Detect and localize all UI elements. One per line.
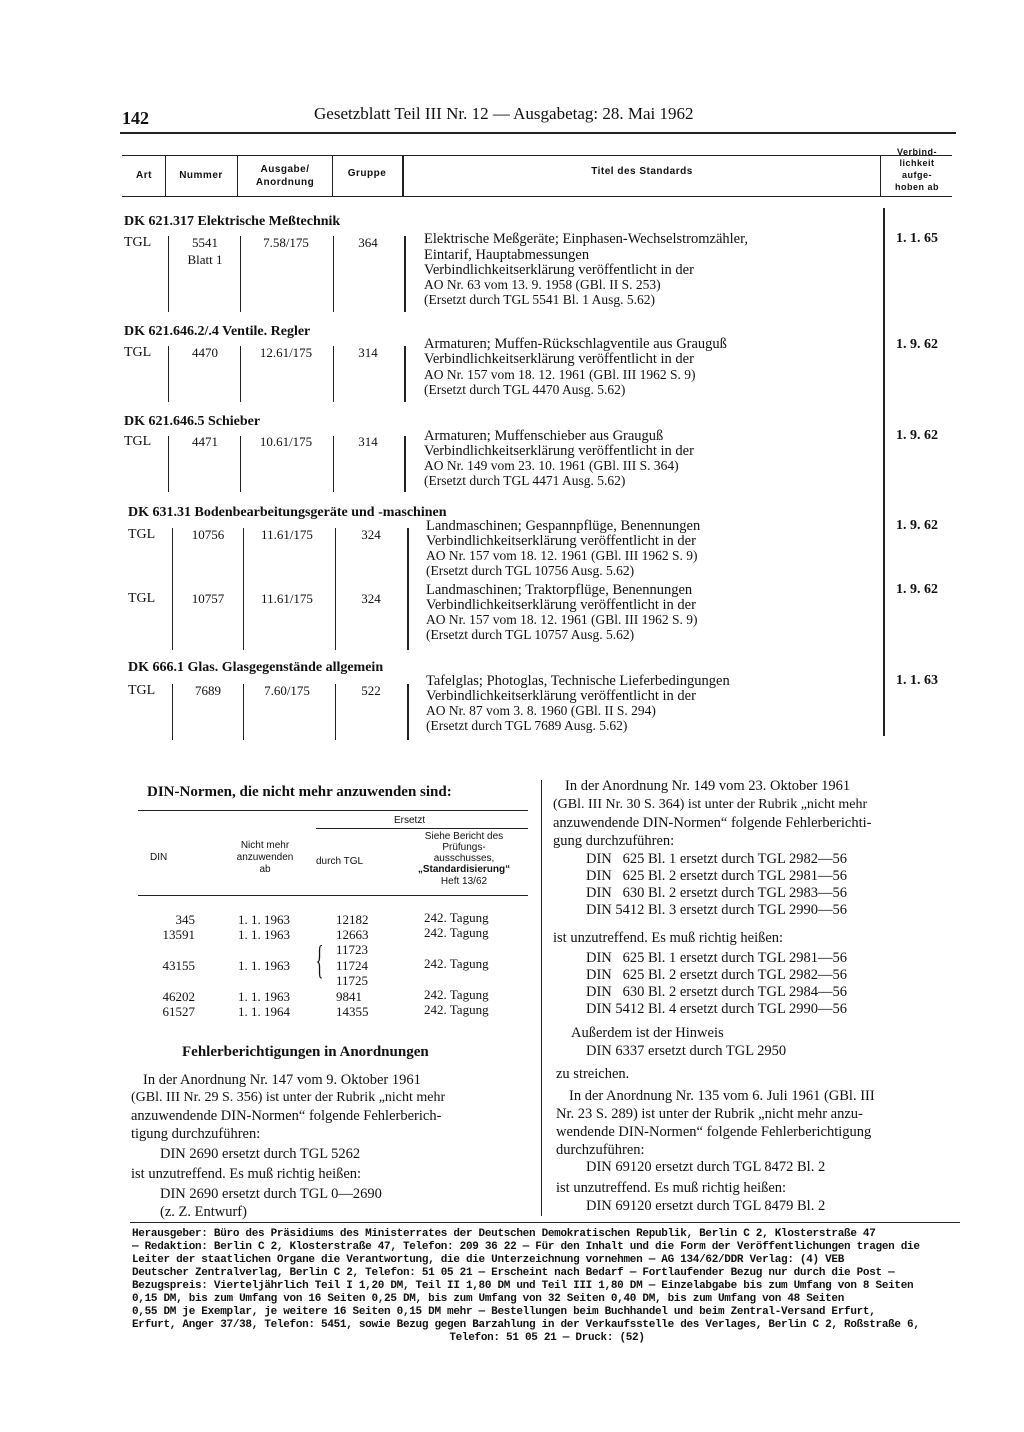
cell-gruppe: 314 — [358, 434, 378, 449]
row-divider — [407, 684, 409, 740]
list-item: DIN 5412 Bl. 4 ersetzt durch TGL 2990—56 — [586, 1001, 847, 1017]
title-line: AO Nr. 63 vom 13. 9. 1958 (GBl. II S. 253) — [424, 277, 661, 292]
cell-art: TGL — [124, 235, 152, 250]
section-heading: DK 631.31 Bodenbearbeitungsgeräte und -maschinen — [128, 505, 447, 520]
din-cell: 11725 — [336, 973, 369, 988]
din-cell: 242. Tagung — [424, 956, 489, 971]
paragraph-line: (GBl. III Nr. 29 S. 356) ist unter der Rubrik „nicht mehr — [131, 1090, 446, 1105]
paragraph-line: DIN 69120 ersetzt durch TGL 8479 Bl. 2 — [586, 1198, 826, 1214]
imprint-line: Herausgeber: Büro des Präsidiums des Ministerrates der Deutschen Demokratischen Republik, Berlin C 2, Klosterstraße 47 — [132, 1228, 876, 1240]
imprint-line: Erfurt, Anger 37/38, Telefon: 5451, sowie Bezug gegen Barzahlung in der Verkaufsstelle des Verlages, Berlin C 2, Roßstraße 6, — [132, 1319, 920, 1331]
list-item: DIN 630 Bl. 2 ersetzt durch TGL 2983—56 — [586, 885, 847, 901]
row-divider — [243, 528, 244, 650]
paragraph-line: durchzuführen: — [556, 1142, 645, 1158]
din-col-durch: durch TGL — [316, 856, 364, 867]
title-line: (Ersetzt durch TGL 10757 Ausg. 5.62) — [426, 627, 635, 642]
cell-nummer-blatt: Blatt 1 — [187, 252, 223, 267]
din-col-siehe: Siehe Bericht des — [424, 831, 504, 842]
paragraph-line: tigung durchzuführen: — [131, 1126, 261, 1142]
page-number: 142 — [122, 108, 149, 128]
paragraph-line: DIN 2690 ersetzt durch TGL 0—2690 — [160, 1186, 382, 1202]
paragraph-line: ist unzutreffend. Es muß richtig heißen: — [131, 1166, 362, 1182]
list-item: DIN 625 Bl. 1 ersetzt durch TGL 2981—56 — [586, 950, 847, 966]
table-header-top-rule — [122, 155, 952, 156]
row-divider — [240, 346, 241, 402]
cell-nummer: 5541 — [192, 235, 218, 250]
paragraph-line: In der Anordnung Nr. 135 vom 6. Juli 1961 (GBl. III — [569, 1088, 875, 1104]
paragraph-line: anzuwendende DIN-Normen“ folgende Fehlerberichti- — [553, 815, 872, 831]
title-line: Verbindlichkeitserklärung veröffentlicht in der — [426, 688, 696, 704]
cell-nummer: 4471 — [192, 434, 218, 449]
row-divider — [240, 436, 241, 492]
list-item: DIN 625 Bl. 1 ersetzt durch TGL 2982—56 — [586, 851, 847, 867]
paragraph-line: In der Anordnung Nr. 147 vom 9. Oktober 1961 — [143, 1072, 421, 1088]
title-line: AO Nr. 157 vom 18. 12. 1961 (GBl. III 1962 S. 9) — [426, 612, 698, 627]
paragraph-line: DIN 6337 ersetzt durch TGL 2950 — [586, 1043, 787, 1059]
col-header-art: Art — [136, 170, 152, 181]
paragraph-line: ist unzutreffend. Es muß richtig heißen: — [556, 1180, 787, 1196]
title-line: (Ersetzt durch TGL 10756 Ausg. 5.62) — [426, 563, 635, 578]
title-line: (Ersetzt durch TGL 5541 Bl. 1 Ausg. 5.62) — [424, 292, 655, 307]
paragraph-line: DIN 69120 ersetzt durch TGL 8472 Bl. 2 — [586, 1159, 826, 1175]
col-header-verb: Verbind- — [896, 147, 937, 157]
title-line: Eintarif, Hauptabmessungen — [424, 247, 590, 263]
row-divider — [168, 436, 169, 492]
section-heading: DK 621.646.2/.4 Ventile. Regler — [124, 324, 311, 339]
row-divider — [333, 236, 334, 312]
din-heading: DIN-Normen, die nicht mehr anzuwenden sind: — [147, 784, 452, 800]
imprint-line: 0,55 DM je Exemplar, je weitere 16 Seiten 0,15 DM mehr — Bestellungen beim Buchhandel und beim Zentral-Versand Erfurt, — [132, 1306, 876, 1318]
din-col-siehe: Prüfungs- — [442, 842, 486, 853]
cell-aufgehoben: 1. 1. 65 — [896, 231, 938, 246]
list-item: DIN 625 Bl. 2 ersetzt durch TGL 2982—56 — [586, 967, 847, 983]
din-cell: 9841 — [336, 989, 362, 1004]
title-line: Armaturen; Muffen-Rückschlagventile aus Grauguß — [424, 336, 727, 352]
section-heading: DK 621.646.5 Schieber — [124, 414, 261, 429]
header-rule — [120, 132, 956, 134]
title-line: Verbindlichkeitserklärung veröffentlicht in der — [426, 597, 696, 613]
title-line: Armaturen; Muffenschieber aus Grauguß — [424, 428, 664, 444]
din-rule — [138, 810, 528, 811]
din-cell: 11724 — [336, 958, 369, 973]
row-divider — [168, 236, 169, 312]
title-line: Verbindlichkeitserklärung veröffentlicht in der — [424, 262, 694, 278]
din-cell: 242. Tagung — [424, 1002, 489, 1017]
din-cell: 1. 1. 1963 — [238, 927, 290, 942]
list-item: DIN 625 Bl. 2 ersetzt durch TGL 2981—56 — [586, 868, 847, 884]
din-col-ersetzt: Ersetzt — [394, 815, 426, 826]
paragraph-line: (GBl. III Nr. 30 S. 364) ist unter der Rubrik „nicht mehr — [553, 797, 868, 812]
col-header-verb: aufge- — [902, 170, 932, 180]
din-cell: 46202 — [162, 989, 195, 1004]
paragraph-line: (z. Z. Entwurf) — [160, 1204, 247, 1220]
cell-gruppe: 314 — [358, 345, 378, 360]
din-cell: 1. 1. 1963 — [238, 989, 290, 1004]
col-divider — [237, 155, 238, 196]
cell-ausgabe: 12.61/175 — [259, 345, 313, 360]
title-line: (Ersetzt durch TGL 7689 Ausg. 5.62) — [426, 718, 628, 733]
title-line: AO Nr. 87 vom 3. 8. 1960 (GBl. II S. 294) — [426, 703, 656, 718]
din-cell: 14355 — [336, 1004, 369, 1019]
table-right-rule — [883, 208, 885, 736]
din-col-siehe: Heft 13/62 — [440, 876, 488, 887]
title-line: AO Nr. 157 vom 18. 12. 1961 (GBl. III 1962 S. 9) — [424, 367, 696, 382]
title-line: (Ersetzt durch TGL 4470 Ausg. 5.62) — [424, 382, 626, 397]
title-line: AO Nr. 149 vom 23. 10. 1961 (GBl. III S. 364) — [424, 458, 679, 473]
cell-aufgehoben: 1. 9. 62 — [896, 518, 938, 533]
din-subrule — [316, 828, 528, 829]
row-divider — [333, 436, 334, 492]
din-cell: 43155 — [162, 958, 195, 973]
din-cell: 242. Tagung — [424, 987, 489, 1002]
cell-gruppe: 324 — [361, 591, 381, 606]
din-cell: 242. Tagung — [424, 910, 489, 925]
col-header-titel: Titel des Standards — [591, 166, 693, 177]
paragraph-line: zu streichen. — [556, 1066, 630, 1082]
cell-gruppe: 522 — [361, 683, 381, 698]
list-item: DIN 630 Bl. 2 ersetzt durch TGL 2984—56 — [586, 984, 847, 1000]
row-divider — [404, 436, 406, 492]
imprint-line: Telefon: 51 05 21 — Druck: (52) — [449, 1332, 645, 1344]
col-header-ausgabe: Ausgabe/ — [260, 164, 310, 175]
col-header-anordnung: Anordnung — [255, 177, 315, 188]
din-cell: 345 — [175, 912, 195, 927]
cell-aufgehoben: 1. 9. 62 — [896, 337, 938, 352]
paragraph-line: Nr. 23 S. 289) ist unter der Rubrik „nicht mehr anzu- — [556, 1106, 863, 1122]
din-cell: 12182 — [336, 912, 369, 927]
cell-nummer: 10757 — [191, 591, 225, 606]
din-col-siehe: „Standardisierung“ — [417, 864, 511, 875]
cell-ausgabe: 11.61/175 — [261, 527, 313, 542]
imprint-line: — Redaktion: Berlin C 2, Klosterstraße 47, Telefon: 209 36 22 — Für den Inhalt und die Form der Veröffentlichungen tragen die — [132, 1241, 920, 1253]
row-divider — [335, 684, 336, 740]
title-line: AO Nr. 157 vom 18. 12. 1961 (GBl. III 1962 S. 9) — [426, 548, 698, 563]
brace-icon: { — [315, 937, 324, 982]
cell-ausgabe: 10.61/175 — [259, 434, 313, 449]
title-line: Verbindlichkeitserklärung veröffentlicht in der — [426, 533, 696, 549]
row-divider — [335, 528, 336, 650]
row-divider — [404, 346, 406, 402]
cell-art: TGL — [128, 527, 156, 542]
din-cell: 61527 — [162, 1004, 195, 1019]
title-line: Tafelglas; Photoglas, Technische Lieferbedingungen — [426, 673, 730, 689]
column-separator — [541, 780, 542, 1216]
title-line: Verbindlichkeitserklärung veröffentlicht in der — [424, 351, 694, 367]
page-title: Gesetzblatt Teil III Nr. 12 — Ausgabetag: 28. Mai 1962 — [314, 104, 694, 123]
din-cell: 11723 — [336, 942, 369, 957]
din-cell: 13591 — [162, 927, 195, 942]
cell-nummer: 4470 — [192, 345, 218, 360]
paragraph-line: DIN 2690 ersetzt durch TGL 5262 — [160, 1146, 361, 1162]
din-col-din: DIN — [150, 852, 168, 863]
col-header-gruppe: Gruppe — [347, 168, 387, 179]
cell-ausgabe: 7.58/175 — [263, 235, 309, 250]
din-col-nicht: Nicht mehr — [240, 840, 290, 851]
paragraph-line: Außerdem ist der Hinweis — [571, 1025, 724, 1041]
list-item: DIN 5412 Bl. 3 ersetzt durch TGL 2990—56 — [586, 902, 847, 918]
row-divider — [172, 528, 173, 650]
din-cell: 1. 1. 1964 — [238, 1004, 290, 1019]
title-line: Landmaschinen; Traktorpflüge, Benennungen — [426, 582, 693, 598]
title-line: Landmaschinen; Gespannpflüge, Benennungen — [426, 518, 701, 534]
din-cell: 242. Tagung — [424, 925, 489, 940]
imprint-line: 0,15 DM, bis zum Umfang von 16 Seiten 0,25 DM, bis zum Umfang von 32 Seiten 0,40 DM, bis zum Umfang von 48 Seiten — [132, 1293, 845, 1305]
cell-aufgehoben: 1. 9. 62 — [896, 428, 938, 443]
col-header-verb: lichkeit — [899, 158, 935, 168]
imprint-line: Bezugspreis: Vierteljährlich Teil I 1,20 DM, Teil II 1,80 DM und Teil III 1,80 DM — Einzelabgabe bis zum Umfang von 8 Seiten — [132, 1280, 914, 1292]
imprint-line: Leiter der staatlichen Organe die Verantwortung, die die Unterzeichnung vornehmen — AG 134/62/DDR Verlag: (4) VEB — [132, 1254, 845, 1266]
paragraph-line: In der Anordnung Nr. 149 vom 23. Oktober 1961 — [565, 778, 851, 794]
section-heading: DK 666.1 Glas. Glasgegenstände allgemein — [128, 660, 384, 675]
din-col-nicht: anzuwenden — [236, 852, 294, 863]
cell-aufgehoben: 1. 9. 62 — [896, 582, 938, 597]
cell-art: TGL — [124, 434, 152, 449]
cell-art: TGL — [128, 591, 156, 606]
paragraph-line: anzuwendende DIN-Normen“ folgende Fehlerberich- — [131, 1108, 442, 1124]
cell-gruppe: 364 — [358, 235, 378, 250]
din-col-siehe: ausschusses, — [433, 853, 495, 864]
corrections-heading: Fehlerberichtigungen in Anordnungen — [182, 1044, 429, 1060]
din-col-nicht: ab — [259, 864, 271, 875]
table-header-bottom-rule — [122, 196, 952, 197]
row-divider — [407, 528, 409, 650]
din-cell: 12663 — [336, 927, 369, 942]
footer-rule — [130, 1222, 960, 1223]
row-divider — [240, 236, 241, 312]
title-line: (Ersetzt durch TGL 4471 Ausg. 5.62) — [424, 473, 626, 488]
cell-ausgabe: 7.60/175 — [264, 683, 310, 698]
row-divider — [404, 236, 406, 312]
section-heading: DK 621.317 Elektrische Meßtechnik — [124, 214, 341, 229]
cell-aufgehoben: 1. 1. 63 — [896, 673, 938, 688]
paragraph-line: wendende DIN-Normen“ folgende Fehlerberichtigung — [556, 1124, 872, 1140]
cell-nummer: 10756 — [191, 527, 225, 542]
paragraph-line: ist unzutreffend. Es muß richtig heißen: — [553, 930, 784, 946]
col-header-verb: hoben ab — [895, 182, 939, 192]
row-divider — [333, 346, 334, 402]
din-header-rule — [138, 895, 528, 896]
imprint-line: Deutscher Zentralverlag, Berlin C 2, Telefon: 51 05 21 — Erscheint nach Bedarf — Fortlaufender Bezug nur durch die Post — — [132, 1267, 895, 1279]
cell-gruppe: 324 — [361, 527, 381, 542]
cell-art: TGL — [128, 683, 156, 698]
row-divider — [172, 684, 173, 740]
col-header-nummer: Nummer — [179, 170, 223, 181]
title-line: Verbindlichkeitserklärung veröffentlicht in der — [424, 443, 694, 459]
cell-nummer: 7689 — [195, 683, 221, 698]
cell-ausgabe: 11.61/175 — [261, 591, 313, 606]
title-line: Elektrische Meßgeräte; Einphasen-Wechselstromzähler, — [424, 231, 748, 247]
din-cell: 1. 1. 1963 — [238, 912, 290, 927]
paragraph-line: gung durchzuführen: — [553, 833, 675, 849]
row-divider — [168, 346, 169, 402]
cell-art: TGL — [124, 345, 152, 360]
din-cell: 1. 1. 1963 — [238, 958, 290, 973]
